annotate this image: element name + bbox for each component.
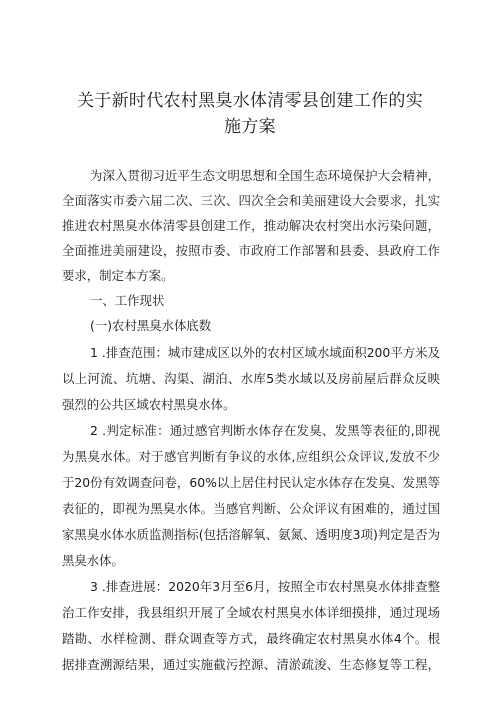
item-3-line-1: 3 .排查进展：2020年3月至6月，按照全市农村黑臭水体排查整 [90,579,440,594]
item-1-line-1: 1 .排查范围：城市建成区以外的农村区域水域面积200平方米及 [90,345,440,360]
item-2-line-2: 为黑臭水体。对于感官判断有争议的水体,应组织公众评议,发放不少 [62,449,440,464]
document-title-line-2: 施方案 [224,117,276,137]
subsection-heading-1: (一)农村黑臭水体底数 [90,318,212,333]
item-2-line-1: 2 .判定标准：通过感官判断水体存在发臭、发黑等表征的,即视 [90,423,440,438]
paragraph-intro-line-4: 全面推进美丽建设，按照市委、市政府工作部署和县委、县政府工作 [62,243,440,258]
paragraph-intro-line-3: 推进农村黑臭水体清零县创建工作，推动解决农村突出水污染问题， [62,218,440,233]
paragraph-intro-line-1: 为深入贯彻习近平生态文明思想和全国生态环境保护大会精神， [90,168,440,183]
document-title-line-1: 关于新时代农村黑臭水体清零县创建工作的实 [77,91,423,111]
item-3-line-2: 治工作安排，我县组织开展了全域农村黑臭水体详细摸排，通过现场 [62,605,440,620]
item-3-line-4: 据排查溯源结果，通过实施截污控源、清淤疏浚、生态修复等工程， [62,657,440,672]
item-2-line-4: 表征的，即视为黑臭水体。当感官判断、公众评议有困难的，通过国 [62,501,440,516]
item-1-line-3: 强烈的公共区域农村黑臭水体。 [62,397,236,412]
item-2-line-5: 家黑臭水体水质监测指标(包括溶解氧、氨氮、透明度3项)判定是否为 [62,527,440,542]
item-2-line-6: 黑臭水体。 [62,553,124,568]
item-1-line-2: 以上河流、坑塘、沟渠、湖泊、水库5类水域以及房前屋后群众反映 [62,371,440,386]
item-3-line-3: 踏勘、水样检测、群众调查等方式，最终确定农村黑臭水体4个。根 [62,631,440,646]
paragraph-intro-line-5: 要求，制定本方案。 [62,268,174,283]
section-heading-1: 一、工作现状 [90,293,165,308]
paragraph-intro-line-2: 全面落实市委六届二次、三次、四次全会和美丽建设大会要求，扎实 [62,193,440,208]
item-2-line-3: 于20份有效调查问卷，60%以上居住村民认定水体存在发臭、发黑等 [62,475,440,490]
